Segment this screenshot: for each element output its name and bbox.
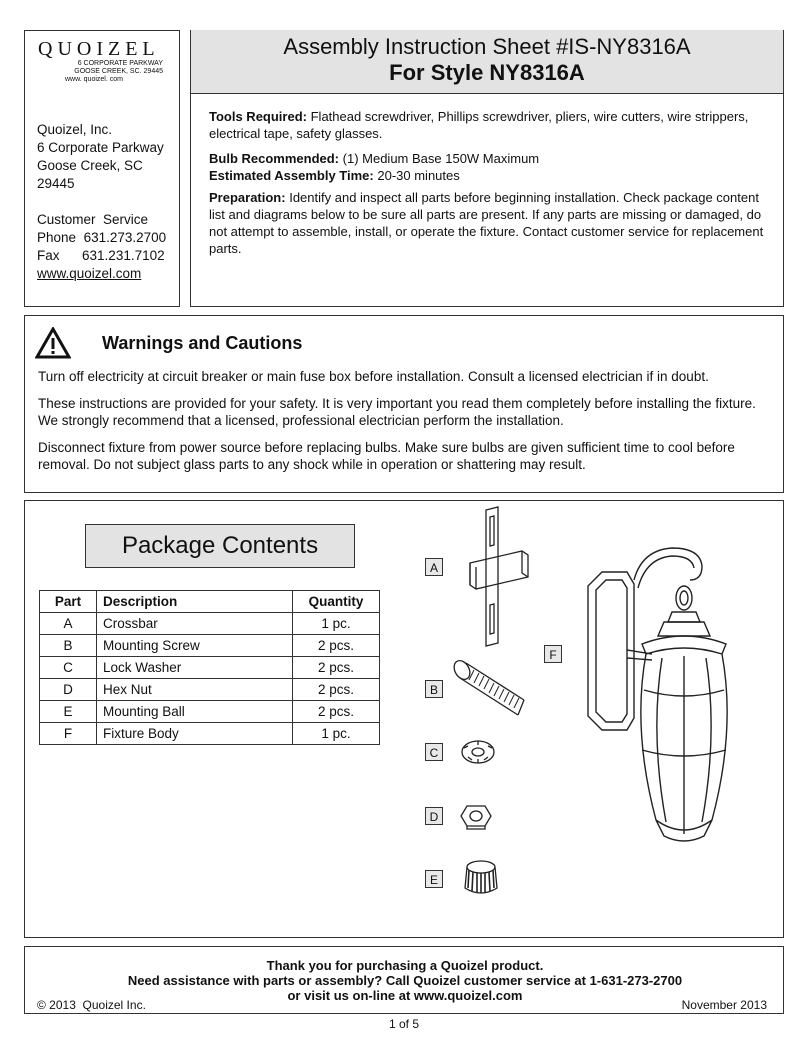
fax-label: Fax bbox=[37, 248, 60, 263]
table-row bbox=[40, 657, 380, 679]
company-zip: 29445 bbox=[37, 176, 75, 191]
part-letter: F bbox=[40, 723, 97, 745]
warning-paragraph-1: Turn off electricity at circuit breaker or main fuse box before installation. Consult a licensed electrician if in doubt. bbox=[38, 369, 709, 384]
parts-table bbox=[39, 590, 380, 745]
part-description: Lock Washer bbox=[97, 657, 293, 679]
time-text: 20-30 minutes bbox=[377, 168, 460, 183]
warning-triangle-icon bbox=[35, 327, 71, 359]
part-description: Hex Nut bbox=[97, 679, 293, 701]
warnings-body bbox=[38, 368, 778, 483]
mounting-screw-illustration bbox=[452, 658, 532, 718]
part-quantity: 1 pc. bbox=[293, 723, 380, 745]
logo-address bbox=[65, 60, 163, 76]
tools-text: Flathead screwdriver, Phillips screwdriver, pliers, wire cutters, wire strippers, electrical tape, safety glasses. bbox=[209, 109, 749, 141]
part-label-b: B bbox=[425, 680, 443, 698]
part-letter: D bbox=[40, 679, 97, 701]
part-description: Mounting Ball bbox=[97, 701, 293, 723]
part-letter: B bbox=[40, 635, 97, 657]
part-label-c: C bbox=[425, 743, 443, 761]
company-city: Goose Creek, SC bbox=[37, 158, 143, 173]
part-description: Crossbar bbox=[97, 613, 293, 635]
table-row bbox=[40, 701, 380, 723]
assistance-line: Need assistance with parts or assembly? Call Quoizel customer service at 1-631-273-2700 bbox=[127, 973, 683, 988]
title-bar bbox=[191, 30, 783, 94]
phone-number: 631.273.2700 bbox=[83, 230, 167, 245]
style-title: For Style NY8316A bbox=[389, 60, 585, 85]
table-row bbox=[40, 635, 380, 657]
table-header-row bbox=[40, 591, 380, 613]
part-label-f: F bbox=[544, 645, 562, 663]
publication-date: November 2013 bbox=[681, 998, 767, 1012]
phone-label: Phone bbox=[37, 230, 77, 245]
intro-text bbox=[209, 108, 774, 262]
table-row bbox=[40, 613, 380, 635]
prep-label: Preparation: bbox=[209, 190, 286, 205]
hex-nut-illustration bbox=[458, 802, 494, 832]
logo-address-line1: 6 CORPORATE PARKWAY bbox=[77, 60, 163, 67]
warnings-title: Warnings and Cautions bbox=[102, 333, 303, 353]
crossbar-illustration bbox=[462, 505, 537, 650]
footer-message bbox=[30, 958, 780, 1003]
part-label-e: E bbox=[425, 870, 443, 888]
logo-address-line2: GOOSE CREEK, SC. 29445 bbox=[74, 68, 163, 75]
part-letter: C bbox=[40, 657, 97, 679]
part-quantity: 2 pcs. bbox=[293, 635, 380, 657]
part-description: Fixture Body bbox=[97, 723, 293, 745]
package-contents-title: Package Contents bbox=[85, 524, 355, 568]
part-quantity: 2 pcs. bbox=[293, 679, 380, 701]
part-quantity: 1 pc. bbox=[293, 613, 380, 635]
part-letter: E bbox=[40, 701, 97, 723]
company-website-link[interactable]: www.quoizel.com bbox=[37, 266, 142, 281]
sheet-title: Assembly Instruction Sheet #IS-NY8316A bbox=[283, 34, 691, 59]
tools-label: Tools Required: bbox=[209, 109, 307, 124]
company-info bbox=[37, 121, 166, 283]
warning-paragraph-3: Disconnect fixture from power source before replacing bulbs. Make sure bulbs are given sufficient time to cool before removal. Do not subject glass parts to any shock while in operation or shattering may result. bbox=[38, 440, 735, 472]
footer-website-link[interactable]: www.quoizel.com bbox=[413, 988, 523, 1003]
customer-service-label: Customer Service bbox=[37, 212, 149, 227]
company-name: Quoizel, Inc. bbox=[37, 122, 113, 137]
page-number: 1 of 5 bbox=[388, 1017, 420, 1031]
prep-text: Identify and inspect all parts before beginning installation. Check package content list and diagrams below to be sure all parts are present. If any parts are missing or damaged, do not attempt to assemble, install, or operate the fixture. Contact customer service for replacement parts. bbox=[209, 190, 764, 256]
company-street: 6 Corporate Parkway bbox=[37, 140, 164, 155]
bulb-text: (1) Medium Base 150W Maximum bbox=[342, 151, 540, 166]
lock-washer-illustration bbox=[458, 736, 498, 768]
fax-number: 631.231.7102 bbox=[82, 248, 165, 263]
thank-you-line: Thank you for purchasing a Quoizel product. bbox=[266, 958, 544, 973]
part-label-d: D bbox=[425, 807, 443, 825]
table-row bbox=[40, 723, 380, 745]
part-label-a: A bbox=[425, 558, 443, 576]
part-quantity: 2 pcs. bbox=[293, 701, 380, 723]
part-quantity: 2 pcs. bbox=[293, 657, 380, 679]
header-part: Part bbox=[40, 591, 97, 613]
logo-website: www. quoizel. com bbox=[65, 76, 123, 83]
copyright: © 2013 Quoizel Inc. bbox=[37, 998, 146, 1012]
visit-text: or visit us on-line at bbox=[287, 988, 411, 1003]
logo-wordmark: QUOIZEL bbox=[38, 38, 160, 60]
part-description: Mounting Screw bbox=[97, 635, 293, 657]
header-description: Description bbox=[97, 591, 293, 613]
warning-paragraph-2: These instructions are provided for your safety. It is very important you read them completely before installing the fixture. We strongly recommend that a licensed, professional electrician perform the installation. bbox=[38, 396, 756, 428]
phone-line bbox=[37, 229, 166, 247]
table-row bbox=[40, 679, 380, 701]
time-label: Estimated Assembly Time: bbox=[209, 168, 374, 183]
part-letter: A bbox=[40, 613, 97, 635]
mounting-ball-illustration bbox=[458, 858, 504, 898]
fixture-body-illustration bbox=[572, 540, 772, 850]
fax-line bbox=[37, 247, 166, 265]
bulb-label: Bulb Recommended: bbox=[209, 151, 340, 166]
header-quantity: Quantity bbox=[293, 591, 380, 613]
